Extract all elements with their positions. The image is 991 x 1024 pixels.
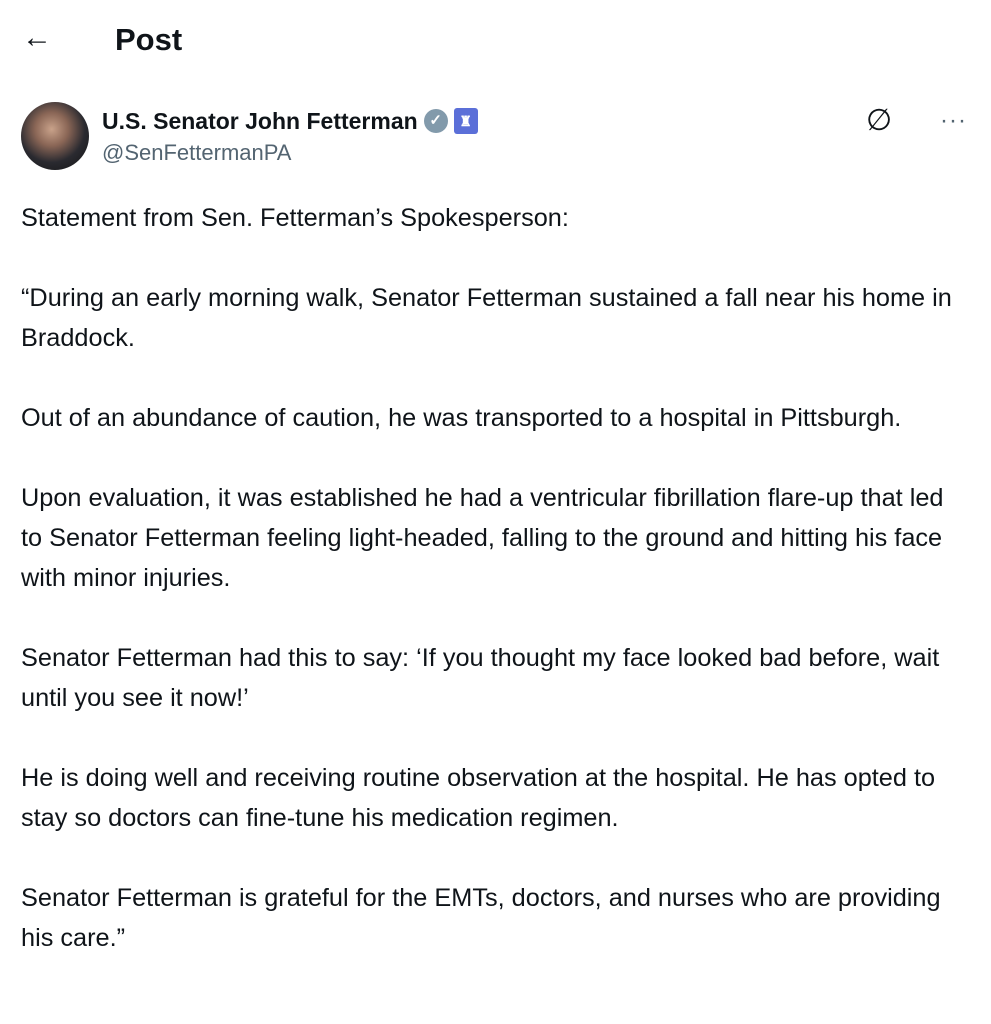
post-text bbox=[21, 198, 971, 998]
post-paragraph: He is doing well and receiving routine observation at the hospital. He has opted to stay so doctors can fine-tune his medication regimen. bbox=[21, 764, 936, 832]
post-paragraph: Upon evaluation, it was established he had a ventricular fibrillation flare-up that led to Senator Fetterman feeling light-headed, falling to the ground and hitting his face with minor injuries. bbox=[21, 484, 944, 592]
page-title: Post bbox=[115, 22, 183, 57]
post-paragraph: Out of an abundance of caution, he was transported to a hospital in Pittsburgh. bbox=[21, 404, 902, 432]
author-name-row[interactable] bbox=[102, 106, 478, 136]
post-paragraph: Senator Fetterman is grateful for the EMTs, doctors, and nurses who are providing his care.” bbox=[21, 884, 941, 952]
grok-icon[interactable]: ∅ bbox=[866, 104, 893, 137]
verified-check-icon[interactable]: ✓ bbox=[424, 109, 448, 133]
author-name[interactable]: U.S. Senator John Fetterman bbox=[102, 108, 418, 134]
post-paragraph: “During an early morning walk, Senator Fetterman sustained a fall near his home in Braddock. bbox=[21, 284, 952, 352]
arrow-left-icon[interactable]: ← bbox=[22, 21, 52, 54]
post-paragraph: Statement from Sen. Fetterman’s Spokesperson: bbox=[21, 204, 569, 232]
capitol-badge-icon[interactable]: ♜ bbox=[454, 108, 478, 134]
header bbox=[0, 0, 991, 80]
avatar[interactable] bbox=[21, 102, 89, 170]
post-paragraph: Senator Fetterman had this to say: ‘If you thought my face looked bad before, wait until you see it now!’ bbox=[21, 644, 940, 712]
author-handle[interactable]: @SenFettermanPA bbox=[102, 140, 292, 165]
more-options-button[interactable]: ··· bbox=[940, 107, 967, 134]
